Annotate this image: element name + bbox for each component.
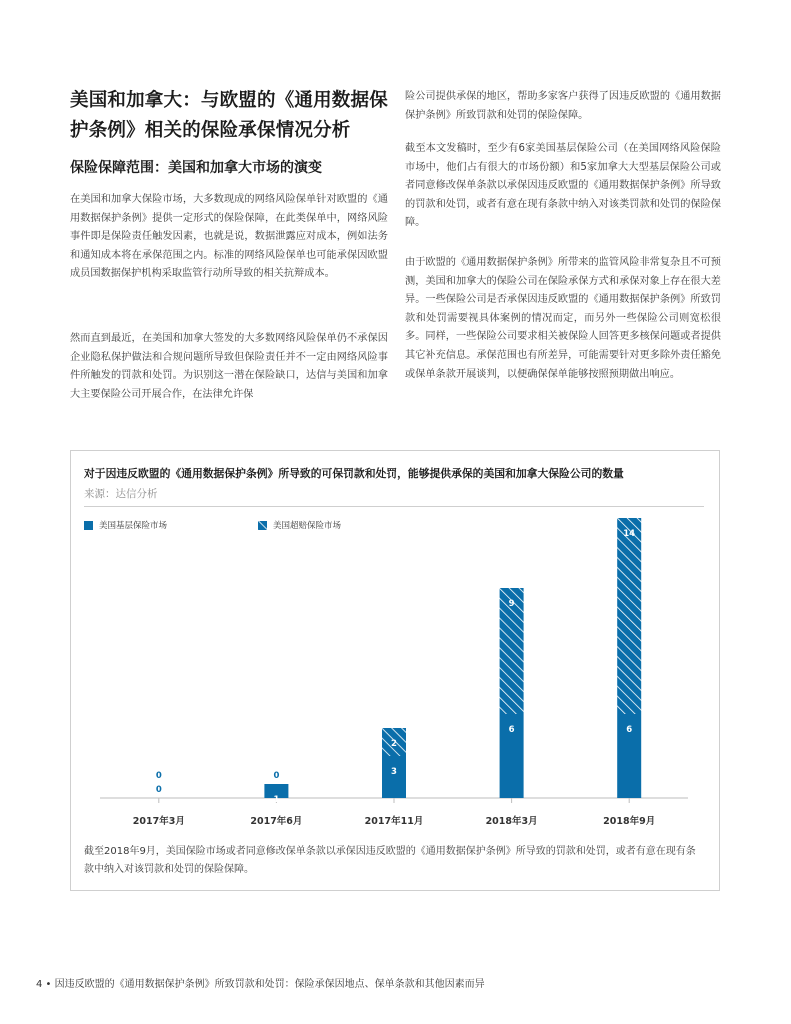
section-subheading: 保险保障范围：美国和加拿大市场的演变 xyxy=(70,160,322,176)
legend-label-primary: 美国基层保险市场 xyxy=(99,521,168,531)
page-footer: 4 • 因违反欧盟的《通用数据保护条例》所致罚款和处罚：保险承保因地点、保单条款和其他因素而异 xyxy=(36,979,485,990)
chart-title: 对于因违反欧盟的《通用数据保护条例》所导致的可保罚款和处罚，能够提供承保的美国和加拿大保险公司的数量 xyxy=(84,467,624,480)
bar-value-label: 0 xyxy=(155,771,162,781)
left-paragraph-1: 在美国和加拿大保险市场，大多数现成的网络风险保单针对欧盟的《通用数据保护条例》提供一定形式的保险保障，在此类保单中，网络风险事件即是保险责任触发因素，也就是说，数据泄露应对成本，例如法务和通知成本将在承保范围之内。标准的网络风险保单也可能承保因欧盟成员国数据保护机构采取监管行动所导致的相关抗辩成本。 xyxy=(70,194,388,280)
x-tick-label: 2018年3月 xyxy=(485,816,538,827)
x-tick-label: 2017年3月 xyxy=(132,816,185,827)
bar-value-label: 6 xyxy=(508,725,515,735)
right-paragraph-3: 由于欧盟的《通用数据保护条例》所带来的监管风险非常复杂且不可预测，美国和加拿大的保险公司在保险承保方式和承保对象上存在很大差异。一些保险公司是否承保因违反欧盟的《通用数据保护条例》所致罚款和处罚需要视具体案例的情况而定，而另外一些保险公司则宽松很多。同样，一些保险公司要求相关被保险人回答更多核保问题或者提供其它补充信息。承保范围也有所差异，可能需要针对更多除外责任豁免或保单条款开展谈判，以便确保保单能够按照预期做出响应。 xyxy=(405,257,721,380)
chart-divider xyxy=(84,506,704,507)
right-paragraph-2: 截至本文发稿时，至少有6家美国基层保险公司（在美国网络风险保险市场中，他们占有很大的市场份额）和5家加拿大大型基层保险公司或者同意修改保单条款以承保因违反欧盟的《通用数据保护条例》所导致的罚款和处罚，或者有意在现有条款中纳入对该类罚款和处罚的保险保障。 xyxy=(405,143,721,229)
x-tick-label: 2018年9月 xyxy=(603,816,656,827)
page-heading: 美国和加拿大：与欧盟的《通用数据保护条例》相关的保险承保情况分析 xyxy=(70,90,388,141)
bar-value-label: 14 xyxy=(623,529,636,539)
left-paragraph-2: 然而直到最近，在美国和加拿大签发的大多数网络风险保单仍不承保因企业隐私保护做法和合规问题所导致但保险责任并不一定由网络风险事件所触发的罚款和处罚。为识别这一潜在保险缺口，达信与美国和加拿大主要保险公司开展合作，在法律允许保 xyxy=(70,333,388,400)
bar-value-label: 1 xyxy=(273,795,280,805)
bar-value-label: 6 xyxy=(626,725,633,735)
bar-chart xyxy=(84,510,704,840)
chart-source: 来源：达信分析 xyxy=(84,488,158,500)
bar-value-label: 2 xyxy=(391,739,397,749)
x-tick-label: 2017年6月 xyxy=(250,816,303,827)
legend-label-excess: 美国超赔保险市场 xyxy=(273,521,342,531)
bar-value-label: 0 xyxy=(273,771,280,781)
bar-excess-market xyxy=(617,518,641,714)
bar-value-label: 3 xyxy=(391,767,397,777)
bar-value-label: 0 xyxy=(155,785,162,795)
bar-primary-market xyxy=(382,756,406,798)
right-paragraph-1: 险公司提供承保的地区，帮助多家客户获得了因违反欧盟的《通用数据保护条例》所致罚款和处罚的保险保障。 xyxy=(405,91,721,121)
bar-value-label: 9 xyxy=(508,599,515,609)
x-tick-label: 2017年11月 xyxy=(364,816,424,827)
chart-caption: 截至2018年9月，美国保险市场或者同意修改保单条款以承保因违反欧盟的《通用数据保护条例》所导致的罚款和处罚，或者有意在现有条款中纳入对该罚款和处罚的保险保障。 xyxy=(84,846,696,875)
